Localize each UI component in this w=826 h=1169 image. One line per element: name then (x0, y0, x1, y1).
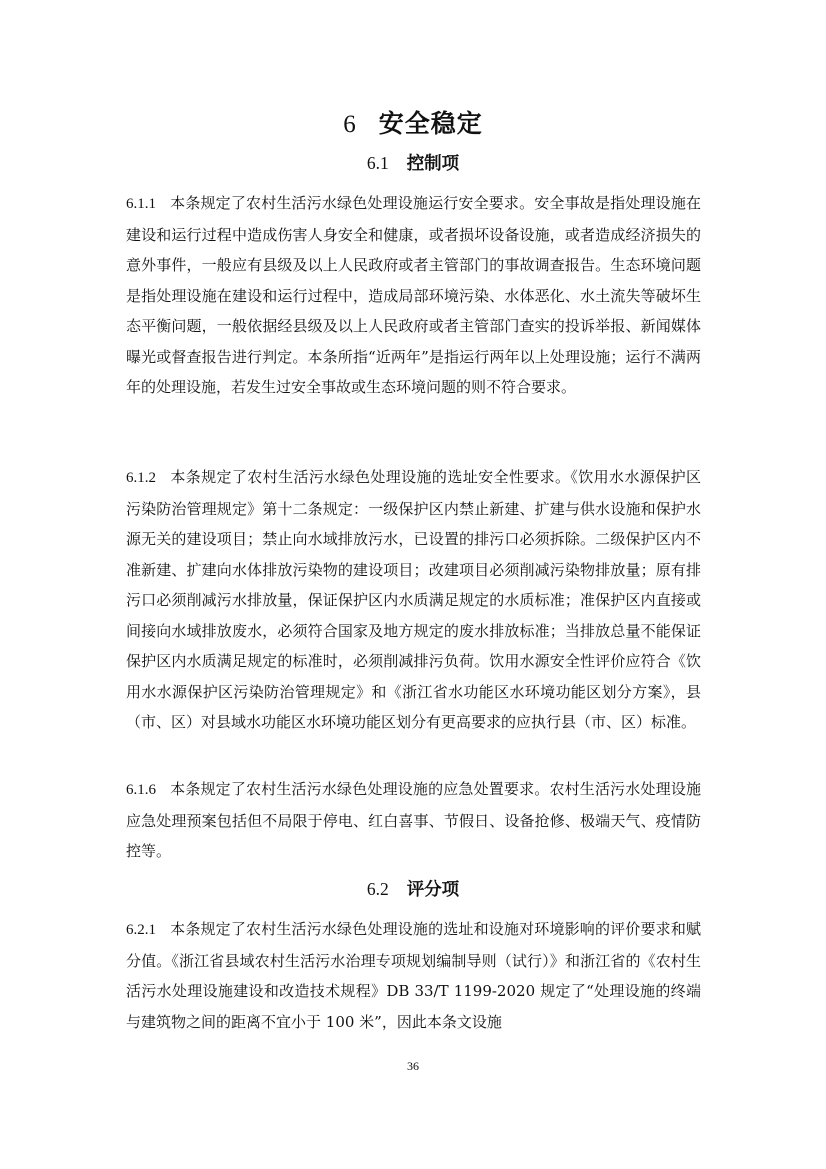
chapter-number: 6 (343, 111, 357, 138)
clause-number: 6.1.2 (126, 470, 156, 486)
clause-6-1-6 (126, 774, 701, 867)
clause-number: 6.1.6 (126, 782, 156, 798)
chapter-title-text: 安全稳定 (378, 109, 483, 138)
clause-number: 6.1.1 (126, 196, 156, 212)
section-title-text: 控制项 (406, 154, 460, 174)
page-number: 36 (407, 1059, 419, 1073)
clause-6-1-2 (126, 462, 701, 738)
clause-number: 6.2.1 (126, 922, 156, 938)
section-title-6-1 (0, 148, 826, 179)
section-number: 6.1 (366, 153, 389, 173)
clause-6-1-1 (126, 188, 701, 403)
clause-6-2-1 (126, 914, 701, 1037)
section-title-text: 评分项 (406, 880, 460, 900)
section-title-6-2 (0, 874, 826, 905)
clause-text: 本条规定了农村生活污水绿色处理设施的选址和设施对环境影响的评价要求和赋分值。《浙江省县域农村生活污水治理专项规划编制导则（试行）》和浙江省的《农村生活污水处理设施建设和改造技术规程》DB 33/T 1199-2020 规定了“处理设施的终端与建筑物之间的距离不宜小于 100 米”，因此本条文设施 (126, 920, 701, 1031)
chapter-title (0, 104, 826, 145)
section-number: 6.2 (366, 879, 389, 899)
clause-text: 本条规定了农村生活污水绿色处理设施运行安全要求。安全事故是指处理设施在建设和运行过程中造成伤害人身安全和健康，或者损坏设备设施，或者造成经济损失的意外事件，一般应有县级及以上人民政府或者主管部门的事故调查报告。生态环境问题是指处理设施在建设和运行过程中，造成局部环境污染、水体恶化、水土流失等破坏生态平衡问题，一般依据经县级及以上人民政府或者主管部门查实的投诉举报、新闻媒体曝光或督查报告进行判定。本条所指“近两年”是指运行两年以上处理设施；运行不满两年的处理设施，若发生过安全事故或生态环境问题的则不符合要求。 (126, 194, 701, 396)
clause-text: 本条规定了农村生活污水绿色处理设施的选址安全性要求。《饮用水水源保护区污染防治管理规定》第十二条规定：一级保护区内禁止新建、扩建与供水设施和保护水源无关的建设项目；禁止向水域排放污水，已设置的排污口必须拆除。二级保护区内不准新建、扩建向水体排放污染物的建设项目；改建项目必须削减污染物排放量；原有排污口必须削减污水排放量，保证保护区内水质满足规定的水质标准；准保护区内直接或间接向水域排放废水，必须符合国家及地方规定的废水排放标准；当排放总量不能保证保护区内水质满足规定的标准时，必须削减排污负荷。饮用水源安全性评价应符合《饮用水水源保护区污染防治管理规定》和《浙江省水功能区水环境功能区划分方案》，县（市、区）对县域水功能区水环境功能区划分有更高要求的应执行县（市、区）标准。 (126, 468, 701, 731)
clause-text: 本条规定了农村生活污水绿色处理设施的应急处置要求。农村生活污水处理设施应急处理预案包括但不局限于停电、红白喜事、节假日、设备抢修、极端天气、疫情防控等。 (126, 780, 701, 860)
